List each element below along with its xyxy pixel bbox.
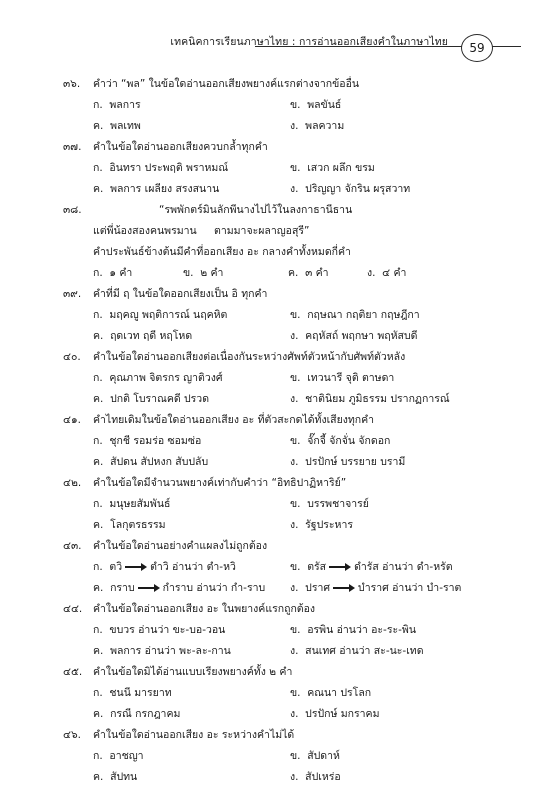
option-a: ก. ชุกชี รอมร่อ ซอมซ่อ (93, 435, 202, 447)
question-46 (0, 725, 541, 788)
option-c: ค. พลเทพ (93, 120, 141, 132)
option-d: ง. ปราศ บำราศ อ่านว่า บำ-ราต (290, 582, 462, 594)
question-41 (0, 410, 541, 473)
option-a: ก. มนุษยสัมพันธ์ (93, 498, 171, 510)
option-a: ก. ขบวร อ่านว่า ขะ-บอ-วอน (93, 624, 226, 636)
option-a: ก. คุณภาพ จิตรกร ญาติวงศ์ (93, 372, 223, 384)
option-a: ก. ตวิ ตำวิ อ่านว่า ตำ-หวิ (93, 561, 236, 573)
question-number: ๔๔. (63, 603, 83, 615)
arrow-right-icon (329, 563, 351, 571)
option-b: ข. เสวก ผลึก ขรม (290, 162, 375, 174)
option-b: ข. คณนา ปรโลก (290, 687, 372, 699)
option-c: ค. สัปทน (93, 771, 138, 783)
question-45 (0, 662, 541, 725)
question-text: คำในข้อใดอ่านอย่างคำแผลงไม่ถูกต้อง (93, 540, 268, 552)
running-title: เทคนิคการเรียนภาษาไทย : การอ่านออกเสียงคำในภาษาไทย (170, 36, 448, 48)
option-c: ค. ๓ คำ (288, 267, 329, 279)
question-text: คำในข้อใดอ่านออกเสียง อะ ระหว่างคำไม่ได้ (93, 729, 295, 741)
option-b: ข. พลขันธ์ (290, 99, 342, 111)
question-text: คำในข้อใดอ่านออกเสียงต่อเนื่องกันระหว่างศัพท์ตัวหน้ากับศัพท์ตัวหลัง (93, 351, 406, 363)
question-text: คำในข้อใดอ่านออกเสียงควบกล้ำทุกคำ (93, 141, 268, 153)
option-b: ข. จั๊กจี้ จักจั่น จักดอก (290, 435, 391, 447)
question-text: คำไทยเดิมในข้อใดอ่านออกเสียง อะ ที่ตัวสะกดได้ทั้งเสียงทุกคำ (93, 414, 375, 426)
page-number: 59 (461, 34, 493, 62)
option-d: ง. คฤหัสถ์ พฤกษา พฤหัสบดี (290, 330, 418, 342)
question-number: ๔๖. (63, 729, 81, 741)
option-d: ง. ชาตินิยม ภูมิธรรม ปรากฏการณ์ (290, 393, 450, 405)
question-40 (0, 347, 541, 410)
question-text: คำที่มี ฤ ในข้อใดออกเสียงเป็น อิ ทุกคำ (93, 288, 268, 300)
question-number: ๔๕. (63, 666, 83, 678)
arrow-right-icon (125, 563, 147, 571)
option-b: ข. สัปดาห์ (290, 750, 340, 762)
option-c: ค. พลการ อ่านว่า พะ-ละ-กาน (93, 645, 231, 657)
option-d: ง. ปรปักษ์ มกราคม (290, 708, 380, 720)
question-42 (0, 473, 541, 536)
option-c: ค. กราบ กำราบ อ่านว่า กำ-ราบ (93, 582, 266, 594)
option-a: ก. ชนนี มารยาท (93, 687, 172, 699)
page-header (0, 0, 541, 64)
option-c: ค. กรณี กรกฎาคม (93, 708, 181, 720)
option-d: ง. รัฐประหาร (290, 519, 353, 531)
question-list (0, 74, 541, 788)
option-b: ข. บรรพชาจารย์ (290, 498, 369, 510)
option-a: ก. มฤคญู พฤติการณ์ นฤคหิต (93, 309, 228, 321)
option-b: ข. อรพิน อ่านว่า อะ-ระ-พิน (290, 624, 416, 636)
arrow-right-icon (333, 584, 355, 592)
question-number: ๓๗. (63, 141, 82, 153)
option-d: ง. ๔ คำ (367, 267, 407, 279)
question-text: คำในข้อใดมิได้อ่านแบบเรียงพยางค์ทั้ง ๒ คำ (93, 666, 293, 678)
option-c: ค. ปกติ โบราณคดี ปรวด (93, 393, 210, 405)
question-number: ๔๒. (63, 477, 82, 489)
option-c: ค. ฤดเวท ฤดี หฤโหด (93, 330, 193, 342)
option-b: ข. เทวนารี จุติ ตาษดา (290, 372, 395, 384)
question-number: ๓๖. (63, 78, 81, 90)
question-text: คำในข้อใดมีจำนวนพยางค์เท่ากับคำว่า “อิทธิปาฏิหาริย์” (93, 477, 347, 489)
option-c: ค. พลการ เผลียง สรงสนาน (93, 183, 220, 195)
question-36 (0, 74, 541, 137)
option-a: ก. พลการ (93, 99, 141, 111)
question-37 (0, 137, 541, 200)
question-number: ๓๙. (63, 288, 82, 300)
option-d: ง. ปริญญา จักริน ผรุสวาท (290, 183, 411, 195)
question-number: ๔๓. (63, 540, 82, 552)
question-38 (0, 200, 541, 284)
option-a: ก. ๑ คำ (93, 267, 133, 279)
question-number: ๔๐. (63, 351, 81, 363)
option-b: ข. ๒ คำ (183, 267, 224, 279)
arrow-right-icon (138, 584, 160, 592)
option-d: ง. ปรปักษ์ บรรยาย บรามี (290, 456, 406, 468)
poem-line-1b: ไว้ในลงกาธานีธาน (266, 204, 353, 216)
question-number: ๔๑. (63, 414, 81, 426)
option-b: ข. กฤษณา กฤติยา กฤษฎีกา (290, 309, 420, 321)
option-b: ข. ตรัส ดำรัส อ่านว่า ดำ-หรัต (290, 561, 453, 573)
question-text: คำประพันธ์ข้างต้นมีคำที่ออกเสียง อะ กลางคำทั้งหมดกี่คำ (93, 246, 351, 258)
option-a: ก. อาชญา (93, 750, 144, 762)
question-text: คำว่า “พล” ในข้อใดอ่านออกเสียงพยางค์แรกต่างจากข้ออื่น (93, 78, 360, 90)
poem-line-2b: ตามมาจะผลาญอสุรี” (214, 225, 310, 237)
question-39 (0, 284, 541, 347)
question-text: คำในข้อใดอ่านออกเสียง อะ ในพยางค์แรกถูกต้อง (93, 603, 316, 615)
option-c: ค. สัปดน สัปหงก สับปลับ (93, 456, 209, 468)
question-44 (0, 599, 541, 662)
option-a: ก. อินทรา ประพฤติ พราหมณ์ (93, 162, 229, 174)
question-43 (0, 536, 541, 599)
poem-line-2a: แต่พี่น้องสองคนพรมาน (93, 225, 197, 237)
question-number: ๓๘. (63, 204, 82, 216)
option-d: ง. พลความ (290, 120, 345, 132)
poem-line-1a: “รพพักตร์มินลักพีนางไป (159, 204, 267, 216)
option-d: ง. สัปเหร่อ (290, 771, 341, 783)
option-c: ค. โลกุตรธรรม (93, 519, 166, 531)
option-d: ง. สนเทศ อ่านว่า สะ-นะ-เทด (290, 645, 424, 657)
